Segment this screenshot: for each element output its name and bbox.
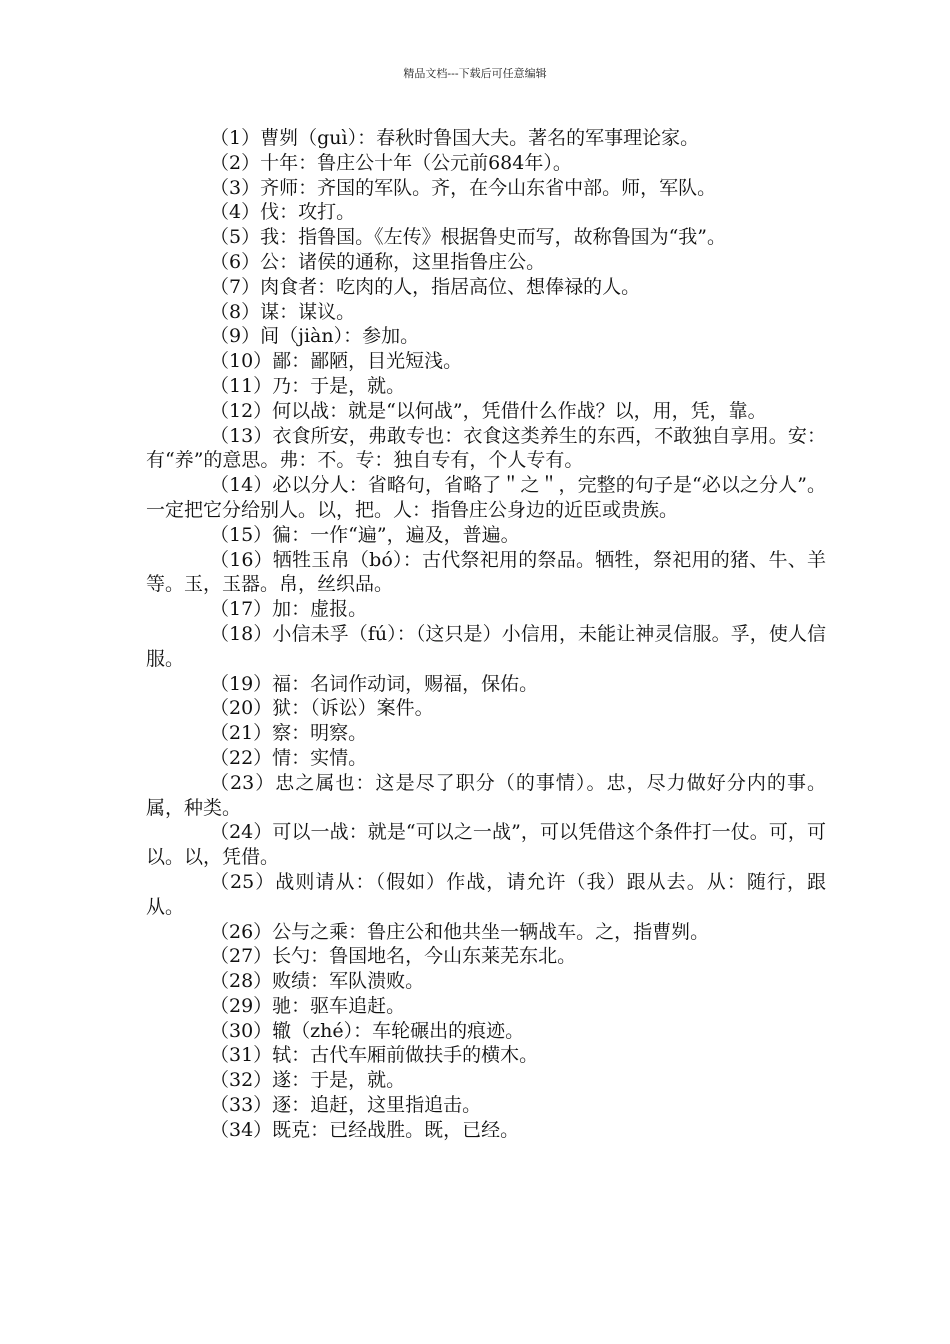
annotation-item: （4）伐：攻打。 [210,201,356,224]
annotation-item: （25）战则请从：（假如）作战，请允许（我）跟从去。从：随行，跟从。 [146,870,826,918]
annotation-item: （20）狱：（诉讼）案件。 [210,697,434,720]
annotation-item: （34）既克：已经战胜。既，已经。 [210,1118,520,1141]
annotation-item: （27）长勺：鲁国地名，今山东莱芜东北。 [210,945,577,968]
annotation-list [146,126,826,1143]
annotation-item: （22）情：实情。 [210,746,368,769]
annotation-item: （24）可以一战：就是“可以之一战”，可以凭借这个条件打一仗。可，可以。以，凭借。 [146,821,826,869]
annotation-item: （31）轼：古代车厢前做扶手的横木。 [210,1044,539,1067]
annotation-item: （26）公与之乘：鲁庄公和他共坐一辆战车。之，指曹刿。 [210,920,710,943]
annotation-item: （29）驰：驱车追赶。 [210,994,406,1017]
page-header: 精品文档---下载后可任意编辑 [403,67,547,80]
annotation-item: （17）加：虚报。 [210,598,368,621]
annotation-item: （13）衣食所安，弗敢专也：衣食这类养生的东西，不敢独自享用。安：有“养”的意思。弗：不。专：独自专有，个人专有。 [146,424,826,472]
annotation-item: （11）乃：于是，就。 [210,374,406,397]
annotation-item: （3）齐师：齐国的军队。齐，在今山东省中部。师，军队。 [210,176,717,199]
annotation-item: （12）何以战：就是“以何战”，凭借什么作战？以，用，凭，靠。 [210,399,767,422]
annotation-item: （9）间（jiàn）：参加。 [210,325,420,348]
annotation-item: （32）遂：于是，就。 [210,1069,406,1092]
annotation-item: （10）鄙：鄙陋，目光短浅。 [210,350,463,373]
annotation-item: （30）辙（zhé）：车轮碾出的痕迹。 [210,1019,525,1042]
annotation-item: （21）察：明察。 [210,722,368,745]
annotation-item: （1）曹刿（guì）：春秋时鲁国大夫。著名的军事理论家。 [210,127,700,149]
annotation-item: （18）小信未孚（fú）：（这只是）小信用，未能让神灵信服。孚，使人信服。 [146,622,826,670]
annotation-item: （19）福：名词作动词，赐福，保佑。 [210,672,539,695]
annotation-item: （16）牺牲玉帛（bó）：古代祭祀用的祭品。牺牲，祭祀用的猪、牛、羊等。玉，玉器。帛，丝织品。 [146,548,826,596]
annotation-item: （8）谋：谋议。 [210,300,356,323]
annotation-item: （15）徧：一作“遍”，遍及，普遍。 [210,523,520,546]
annotation-item: （6）公：诸侯的通称，这里指鲁庄公。 [210,250,546,273]
annotation-item: （2）十年：鲁庄公十年（公元前684年）。 [210,151,572,174]
annotation-item: （28）败绩：军队溃败。 [210,970,425,993]
annotation-item: （5）我：指鲁国。《左传》根据鲁史而写，故称鲁国为“我”。 [210,226,727,249]
annotation-item: （7）肉食者：吃肉的人，指居高位、想俸禄的人。 [210,275,641,298]
annotation-item: （14）必以分人：省略句，省略了＂之＂，完整的句子是“必以之分人”。一定把它分给别人。以，把。人：指鲁庄公身边的近臣或贵族。 [146,474,826,521]
annotation-item: （23）忠之属也：这是尽了职分（的事情）。忠，尽力做好分内的事。属，种类。 [146,771,826,819]
annotation-item: （33）逐：追赶，这里指追击。 [210,1094,482,1117]
